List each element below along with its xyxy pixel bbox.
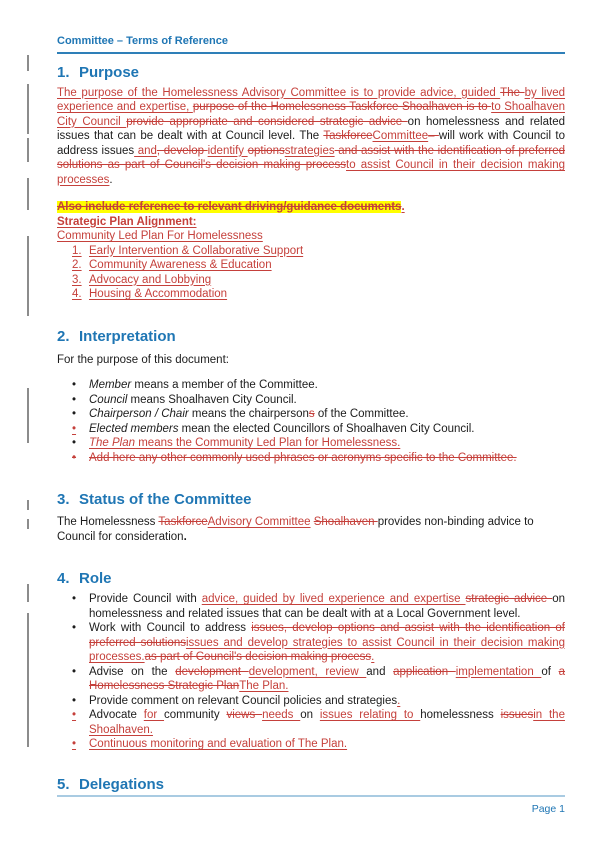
text-run: Community Led Plan For Homelessness [57, 230, 263, 242]
text-run: identify [207, 144, 248, 157]
list-marker: • [72, 437, 77, 449]
list-item-text [89, 273, 565, 288]
text-run: for [143, 709, 165, 721]
community-led-plan-line [57, 229, 565, 244]
list-item-text [89, 708, 565, 737]
purpose-note-line [57, 200, 565, 215]
list-item-text [89, 737, 565, 752]
text-run: Add here any other commonly used phrases or acronyms specific to the Committee. [89, 451, 517, 464]
text-run: , develop [156, 144, 208, 157]
section-heading-status [57, 491, 565, 509]
list-item [72, 244, 565, 259]
list-marker: • [72, 593, 77, 605]
change-bar [27, 519, 29, 529]
section-title: Role [79, 570, 112, 587]
text-run: community [164, 709, 227, 721]
text-run: . [397, 694, 401, 707]
list-marker: 2. [72, 259, 82, 271]
interpretation-bullet-list [57, 378, 565, 465]
text-run: Provide comment on relevant Council policies and strategies [89, 694, 398, 707]
change-bar [27, 236, 29, 316]
text-run: Advisory Committee [207, 516, 311, 528]
text-run: The Homelessness [57, 516, 159, 528]
text-run: to Shoalhaven City Council [57, 101, 565, 128]
text-run: mean the elected Councillors of Shoalhaven City Council. [178, 422, 475, 435]
page-footer [57, 795, 565, 817]
list-item-text [89, 287, 565, 302]
change-bar [27, 138, 29, 162]
text-run: advice, guided by lived experience and expertise [201, 593, 466, 605]
section-heading-interpretation [57, 328, 565, 346]
interpretation-intro: For the purpose of this document: [57, 353, 229, 366]
text-run: . [109, 173, 113, 186]
section-heading-role [57, 570, 565, 588]
list-item [72, 592, 565, 621]
list-item [72, 393, 565, 408]
list-marker: 4. [72, 288, 82, 300]
list-item [72, 694, 565, 709]
section-title: Delegations [79, 775, 165, 793]
list-marker: • [72, 393, 77, 406]
text-run: issues [500, 709, 534, 721]
text-run: of the Committee. [314, 408, 409, 420]
text-run: Council [89, 393, 128, 406]
list-item [72, 258, 565, 273]
text-run: to assist Council in their decision making processes [57, 159, 565, 186]
section-title: Interpretation [79, 327, 176, 345]
document-header-title: Committee – Terms of Reference [57, 34, 565, 54]
text-run: . [183, 530, 187, 543]
text-run: . [401, 201, 405, 213]
change-bar [27, 55, 29, 71]
section-number: 5. [57, 775, 70, 793]
text-run: homelessness [420, 709, 501, 721]
change-bar [27, 178, 29, 210]
text-run: Early Intervention & Collaborative Support [89, 244, 304, 257]
role-bullet-list [57, 592, 565, 752]
list-item [72, 422, 565, 437]
text-run: as part of Council's decision making process [144, 651, 372, 663]
list-item [72, 378, 565, 393]
text-run: Shoalhaven [313, 516, 378, 528]
change-bar [27, 388, 29, 443]
text-run: Advocate [89, 709, 144, 721]
list-marker: • [72, 622, 77, 634]
section-heading-delegations [57, 776, 565, 794]
text-run: development [175, 665, 249, 678]
text-run: development, review [248, 665, 367, 678]
text-run: on [300, 709, 320, 721]
list-item [72, 407, 565, 422]
list-item-text [89, 694, 565, 709]
list-marker: • [72, 665, 77, 678]
change-bar [27, 84, 29, 134]
list-item [72, 708, 565, 737]
text-run: and assist with the identification of preferred solutions as part of Council's decision making process [57, 144, 565, 171]
list-marker: • [72, 422, 77, 435]
text-run: Strategic Plan Alignment: [57, 215, 197, 228]
section-number: 1. [57, 63, 70, 81]
list-item-text [89, 258, 565, 273]
text-run: provide appropriate and considered strategic advice [126, 115, 408, 128]
text-run: Continuous monitoring and evaluation of The Plan. [89, 738, 348, 750]
list-item-text [89, 436, 565, 451]
text-run: and [134, 144, 157, 157]
text-run: issues and develop strategies to assist Council in their decision making processes. [89, 636, 565, 663]
text-run: Taskforce [158, 516, 208, 528]
list-item [72, 273, 565, 288]
list-marker: • [72, 451, 77, 464]
text-run: and [366, 665, 394, 678]
list-marker: • [72, 738, 77, 750]
text-run: purpose of the Homelessness Taskforce Shoalhaven is to [192, 101, 492, 113]
text-run: will work with Council to address issues [57, 130, 565, 157]
text-run: Taskforce [323, 130, 373, 142]
text-run: Committee [372, 130, 429, 142]
strategic-plan-numbered-list [57, 244, 565, 302]
list-item [72, 737, 565, 752]
section-title: Status of the Committee [79, 491, 252, 508]
section-title: Purpose [79, 63, 140, 81]
text-run: Work with Council to address [89, 622, 252, 634]
section-number: 3. [57, 491, 70, 508]
list-item [72, 436, 565, 451]
list-item-text [89, 244, 565, 259]
list-item [72, 621, 565, 665]
strategic-plan-alignment-heading [57, 215, 565, 230]
text-run: by lived experience and expertise, [57, 86, 566, 113]
status-paragraph [57, 515, 565, 544]
list-item-text [89, 665, 565, 694]
page-number-label: Page 1 [531, 803, 565, 815]
text-run: provides non-binding advice to Council for consideration [57, 516, 534, 543]
text-run: – [428, 130, 439, 142]
section-number: 4. [57, 570, 70, 587]
list-item-text [89, 422, 565, 437]
text-run: views [226, 709, 263, 721]
list-item-text [89, 393, 565, 408]
text-run: issues, develop options and assist with the identification of preferred solutions [89, 622, 566, 649]
text-run: on homelessness and related issues that can be dealt with at a Local Government level. [89, 593, 565, 620]
list-item [72, 287, 565, 302]
list-item-text [89, 592, 565, 621]
text-run: needs [262, 709, 301, 721]
text-run: . [371, 651, 375, 663]
list-marker: 1. [72, 244, 82, 257]
document-body [57, 64, 565, 794]
text-run: Advise on the [89, 665, 176, 678]
text-run: in the Shoalhaven. [89, 709, 565, 736]
change-bar [27, 500, 29, 510]
text-run: Community Awareness & Education [89, 259, 272, 271]
text-run: on homelessness and related issues that can be dealt with at Council level. The [57, 115, 565, 142]
text-run: Provide Council with [89, 593, 202, 605]
text-run: a Homelessness Strategic Plan [89, 665, 565, 692]
text-run: means the Community Led Plan for Homelessness. [135, 437, 401, 449]
text-run: means a member of the Committee. [131, 379, 318, 391]
text-run: Advocacy and Lobbying [89, 273, 212, 286]
text-run: s [308, 408, 315, 420]
text-run: Housing & Accommodation [89, 288, 228, 300]
list-marker: • [72, 379, 77, 391]
text-run: means Shoalhaven City Council. [127, 393, 297, 406]
list-item-text [89, 621, 565, 665]
text-run: The Plan [89, 437, 136, 449]
text-run: strategies [284, 144, 335, 157]
text-run: The Plan. [239, 680, 289, 692]
text-run: strategic advice [465, 593, 553, 605]
text-run: issues relating to [319, 709, 421, 721]
list-item [72, 665, 565, 694]
text-run: The purpose of the Homelessness Advisory Committee is to provide advice, guided [57, 86, 501, 99]
purpose-paragraph [57, 86, 565, 188]
list-marker: • [72, 709, 77, 721]
text-run: options [247, 144, 285, 157]
text-run: means the chairperson [188, 408, 309, 420]
text-run: The [500, 86, 525, 99]
section-heading-purpose [57, 64, 565, 82]
list-marker: • [72, 408, 77, 420]
text-run: Elected members [89, 422, 179, 435]
section-number: 2. [57, 327, 70, 345]
list-item-text [89, 378, 565, 393]
text-run: Also include reference to relevant driving/guidance documents [57, 201, 402, 213]
text-run: application [393, 665, 456, 678]
text-run: of [541, 665, 559, 678]
change-bar [27, 584, 29, 602]
list-item [72, 451, 565, 466]
list-item-text [89, 407, 565, 422]
list-marker: • [72, 694, 77, 707]
text-run: implementation [455, 665, 542, 678]
text-run: Member [89, 379, 132, 391]
list-item-text [89, 451, 565, 466]
change-bar [27, 613, 29, 747]
text-run: Chairperson / Chair [89, 408, 189, 420]
list-marker: 3. [72, 273, 82, 286]
